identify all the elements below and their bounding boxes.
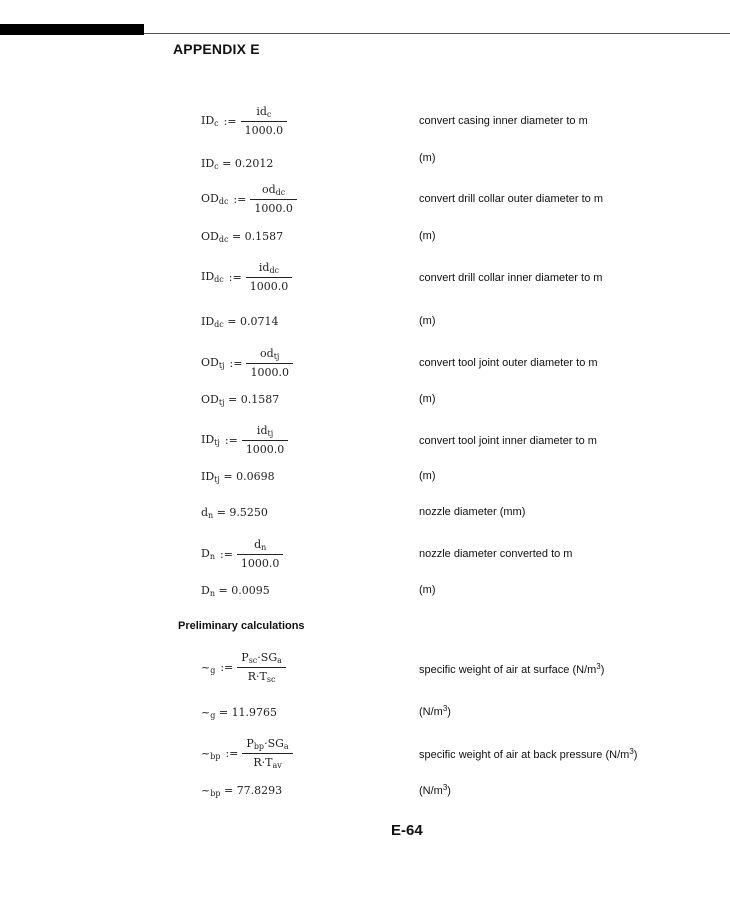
air-weight-surface-unit: $(N/m^3)$ [419,704,451,718]
air-weight-backpressure-equation: $\sim_{bp}$ := $\frac{P_{bp}\cdot SG_a}{R\cdot T_{av}}$ [201,737,293,770]
tooljoint-id-equation: $ID_{tj}$ := $\frac{id_{tj}}{1000.0}$ [201,424,288,456]
air-weight-backpressure-description: specific weight of air at back pressure $(N/m^3)$ [419,747,638,761]
tooljoint-id-unit: (m) [419,470,436,482]
fraction: $\frac{od_{tj}}{1000.0}$ [246,347,293,379]
casing-id-unit: (m) [419,152,436,164]
collar-id-equation: $ID_{dc}$ := $\frac{id_{dc}}{1000.0}$ [201,261,292,293]
fraction: $\frac{id_c}{1000.0}$ [241,105,288,137]
fraction: $\frac{od_{dc}}{1000.0}$ [250,183,297,215]
casing-id-equation [201,105,287,137]
collar-od-equation: $OD_{dc}$ := $\frac{od_{dc}}{1000.0}$ [201,183,297,215]
air-weight-surface-equation: $\sim_g$ := $\frac{P_{sc}\cdot SG_a}{R\cdot T_{sc}}$ [201,651,286,684]
fraction: $\frac{d_n}{1000.0}$ [237,538,284,570]
fraction: $\frac{id_{dc}}{1000.0}$ [246,261,293,293]
collar-od-description: convert drill collar outer diameter to m [419,193,604,205]
assign-operator: := [223,114,237,128]
air-weight-surface-description: specific weight of air at surface $(N/m^3)$ [419,662,605,676]
nozzle-converted-unit: (m) [419,584,436,596]
appendix-title: APPENDIX E [173,41,260,57]
collar-od-unit: (m) [419,230,436,242]
nozzle-converted-result: $D_n = 0.0095$ [201,584,270,598]
nozzle-diameter-description: nozzle diameter (mm) [419,506,526,518]
equation-lhs: $ID_c$ [201,114,219,128]
air-weight-surface-result: $\sim_g = 11.9765$ [201,706,278,720]
nozzle-converted-equation: $D_n$ := $\frac{d_n}{1000.0}$ [201,538,283,570]
header-rule [144,33,730,34]
casing-id-description: convert casing inner diameter to m [419,115,588,127]
collar-id-result: $ID_{dc} = 0.0714$ [201,315,279,329]
fraction: $\frac{P_{bp}\cdot SG_a}{R\cdot T_{av}}$ [242,737,292,770]
collar-id-unit: (m) [419,315,436,327]
air-weight-backpressure-result: $\sim_{bp} = 77.8293$ [201,784,283,798]
tooljoint-od-unit: (m) [419,393,436,405]
casing-id-result: $ID_c = 0.2012$ [201,157,274,171]
header-bar [0,24,144,35]
tooljoint-od-equation: $OD_{tj}$ := $\frac{od_{tj}}{1000.0}$ [201,347,293,379]
air-weight-backpressure-unit: $(N/m^3)$ [419,783,451,797]
page-number: E-64 [391,822,423,839]
nozzle-diameter-result: $d_n = 9.5250$ [201,506,268,520]
section-heading: Preliminary calculations [178,620,305,632]
collar-od-result: $OD_{dc} = 0.1587$ [201,230,284,244]
tooljoint-od-description: convert tool joint outer diameter to m [419,357,598,369]
fraction: $\frac{P_{sc}\cdot SG_a}{R\cdot T_{sc}}$ [237,651,286,684]
collar-id-description: convert drill collar inner diameter to m [419,272,603,284]
tooljoint-od-result: $OD_{tj} = 0.1587$ [201,393,280,407]
nozzle-converted-description: nozzle diameter converted to m [419,548,573,560]
tooljoint-id-result: $ID_{tj} = 0.0698$ [201,470,275,484]
tooljoint-id-description: convert tool joint inner diameter to m [419,435,597,447]
fraction: $\frac{id_{tj}}{1000.0}$ [242,424,289,456]
